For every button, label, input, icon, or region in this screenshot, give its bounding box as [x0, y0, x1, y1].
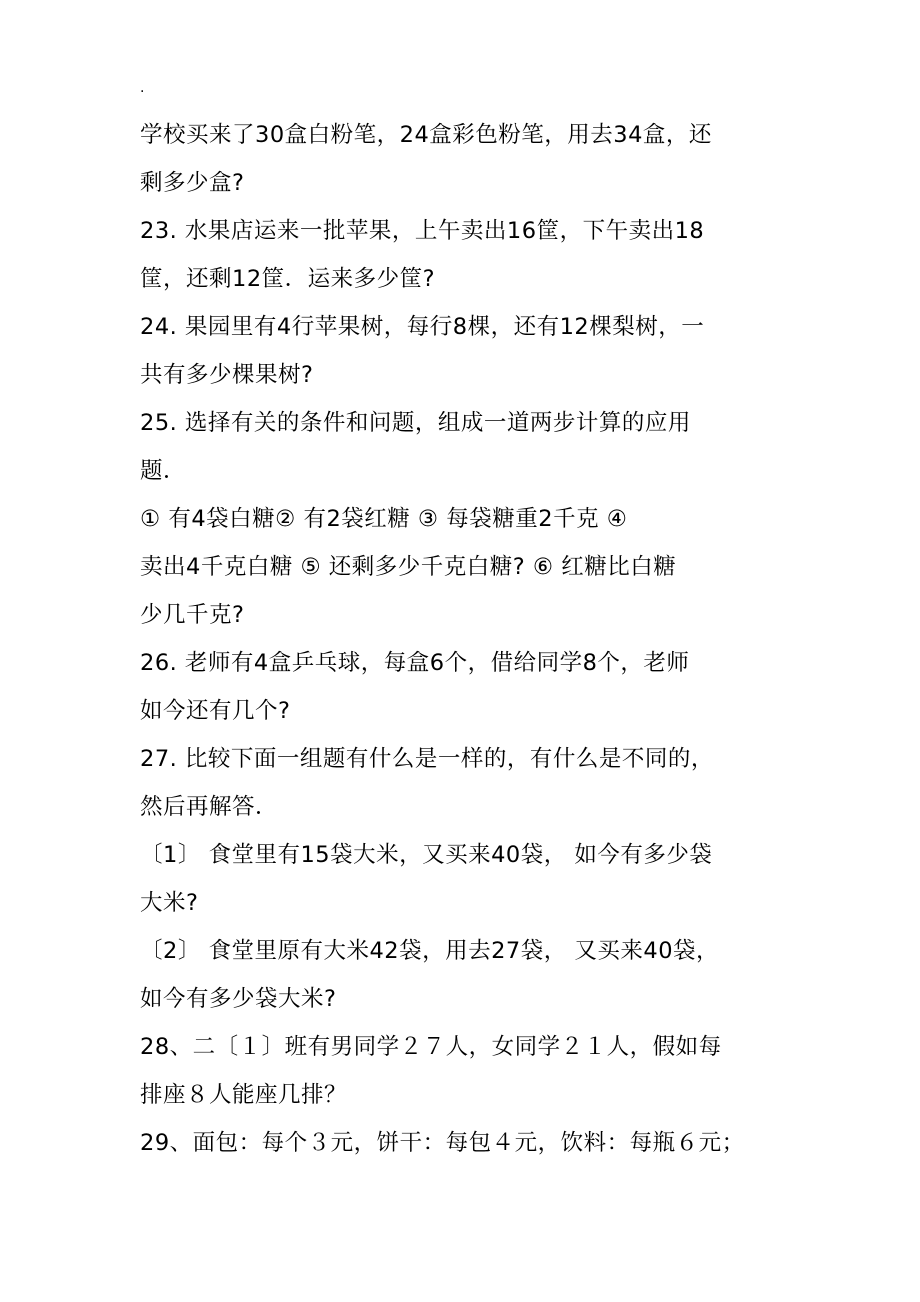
text-line: 然后再解答． [140, 794, 279, 820]
text-line: 23. 水果店运来一批苹果，上午卖出16筐，下午卖出18 [140, 218, 705, 244]
text-line: 共有多少棵果树? [140, 362, 314, 388]
text-line: 29、面包：每个３元，饼干：每包４元，饮料：每瓶６元； [140, 1130, 745, 1156]
text-line: 25. 选择有关的条件和问题，组成一道两步计算的应用 [140, 410, 691, 436]
text-line: 大米? [140, 890, 199, 916]
text-line: 题． [140, 458, 187, 484]
text-line: ① 有4袋白糖② 有2袋红糖 ③ 每袋糖重2千克 ④ [140, 506, 628, 532]
page-marker: . [140, 80, 145, 96]
text-line: 26. 老师有4盒乒乓球，每盒6个，借给同学8个，老师 [140, 650, 690, 676]
text-line: 〔2〕 食堂里原有大米42袋，用去27袋， 又买来40袋， [140, 938, 720, 964]
text-line: 如今还有几个? [140, 698, 291, 724]
text-line: 如今有多少袋大米? [140, 986, 337, 1012]
text-line: 筐，还剩12筐．运来多少筐? [140, 266, 436, 292]
text-line: 〔1〕 食堂里有15袋大米，又买来40袋， 如今有多少袋 [140, 842, 713, 868]
text-line: 24. 果园里有4行苹果树，每行8棵，还有12棵梨树，一 [140, 314, 705, 340]
text-line: 卖出4千克白糖 ⑤ 还剩多少千克白糖? ⑥ 红糖比白糖 [140, 554, 677, 580]
text-line: 27. 比较下面一组题有什么是一样的，有什么是不同的， [140, 746, 714, 772]
text-line: 排座８人能座几排？ [140, 1082, 348, 1108]
text-line: 学校买来了30盒白粉笔，24盒彩色粉笔，用去34盒，还 [140, 122, 712, 148]
text-line: 28、二〔１〕班有男同学２７人，女同学２１人，假如每 [140, 1034, 722, 1060]
text-line: 剩多少盒? [140, 170, 245, 196]
text-line: 少几千克? [140, 602, 245, 628]
